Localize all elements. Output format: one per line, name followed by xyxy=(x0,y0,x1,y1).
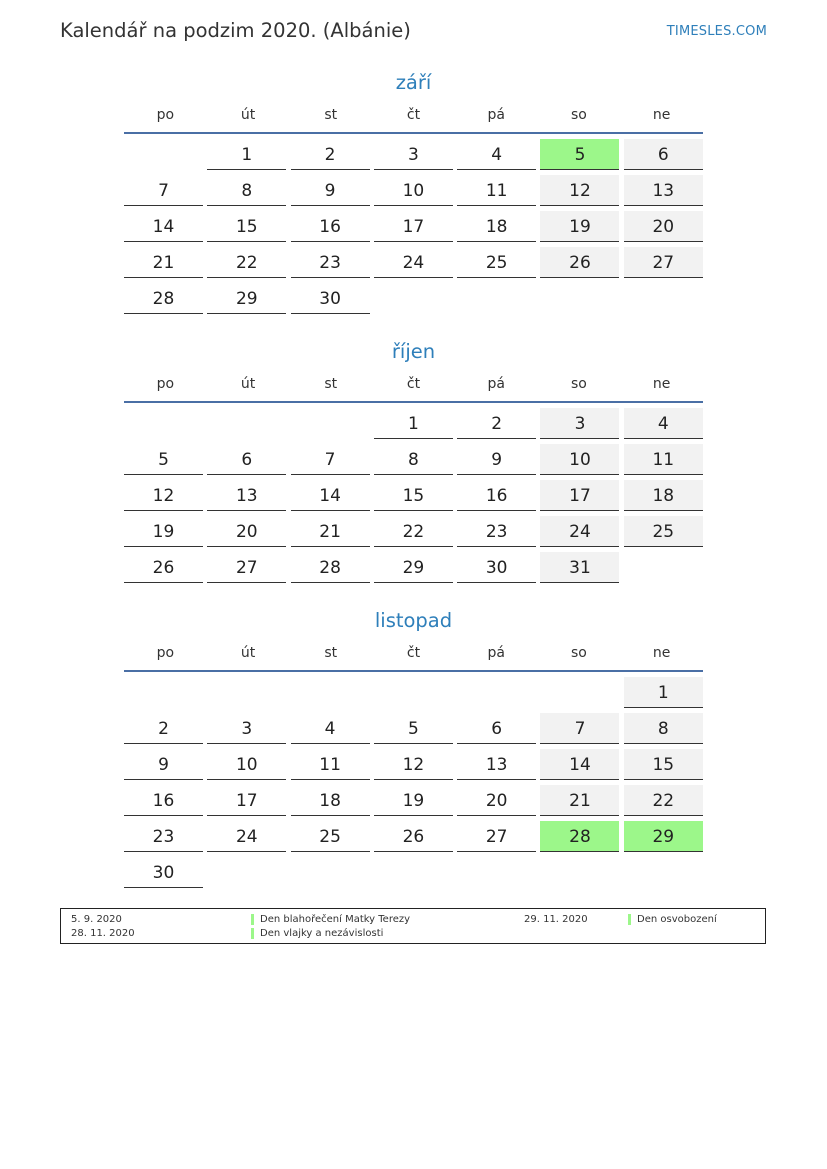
week-row xyxy=(124,552,703,588)
day-cell: 25 xyxy=(624,516,703,547)
day-cell: 30 xyxy=(124,857,203,888)
day-cell: 6 xyxy=(457,713,536,744)
header-rule xyxy=(124,401,703,403)
day-cell: 6 xyxy=(624,139,703,170)
empty-cell xyxy=(374,283,453,314)
empty-cell xyxy=(540,283,619,314)
day-cell: 27 xyxy=(624,247,703,278)
weekday-label: čt xyxy=(406,645,421,661)
day-cell: 1 xyxy=(207,139,286,170)
empty-cell xyxy=(540,677,619,708)
week-row xyxy=(124,516,703,552)
day-cell: 27 xyxy=(207,552,286,583)
weekday-label: út xyxy=(240,645,256,661)
empty-cell xyxy=(624,857,703,888)
weekday-label: pá xyxy=(487,107,505,123)
weekday-label: so xyxy=(571,107,587,123)
weekday-label: čt xyxy=(406,107,421,123)
day-cell: 26 xyxy=(540,247,619,278)
day-cell: 5 xyxy=(124,444,203,475)
day-cell: 15 xyxy=(374,480,453,511)
day-cell: 4 xyxy=(291,713,370,744)
empty-cell xyxy=(624,283,703,314)
legend-date: 5. 9. 2020 xyxy=(71,914,122,925)
day-cell: 7 xyxy=(124,175,203,206)
weekday-label: st xyxy=(324,645,338,661)
weekday-label: po xyxy=(156,376,175,392)
week-row xyxy=(124,713,703,749)
day-cell: 22 xyxy=(207,247,286,278)
day-cell: 31 xyxy=(540,552,619,583)
day-cell: 7 xyxy=(291,444,370,475)
weekday-header xyxy=(124,638,703,668)
week-row xyxy=(124,677,703,713)
day-cell: 28 xyxy=(291,552,370,583)
legend-date: 29. 11. 2020 xyxy=(524,914,588,925)
day-cell: 20 xyxy=(207,516,286,547)
week-row xyxy=(124,857,703,893)
day-cell: 11 xyxy=(457,175,536,206)
day-cell: 19 xyxy=(540,211,619,242)
day-cell: 13 xyxy=(624,175,703,206)
page-title: Kalendář na podzim 2020. (Albánie) xyxy=(60,19,411,42)
header-rule xyxy=(124,670,703,672)
day-cell: 24 xyxy=(207,821,286,852)
day-cell: 14 xyxy=(124,211,203,242)
day-cell: 17 xyxy=(207,785,286,816)
week-row xyxy=(124,283,703,319)
empty-cell xyxy=(291,857,370,888)
day-cell: 28 xyxy=(124,283,203,314)
day-cell: 9 xyxy=(457,444,536,475)
day-cell: 13 xyxy=(207,480,286,511)
empty-cell xyxy=(374,677,453,708)
weekday-label: ne xyxy=(652,645,671,661)
weekday-label: po xyxy=(156,107,175,123)
day-cell: 29 xyxy=(207,283,286,314)
empty-cell xyxy=(624,552,703,583)
legend-date: 28. 11. 2020 xyxy=(71,928,135,939)
month-name: listopad xyxy=(374,609,453,632)
week-row xyxy=(124,408,703,444)
day-cell: 17 xyxy=(540,480,619,511)
day-cell: 14 xyxy=(291,480,370,511)
day-cell: 24 xyxy=(540,516,619,547)
day-cell: 30 xyxy=(291,283,370,314)
day-cell: 23 xyxy=(124,821,203,852)
legend-holiday-name: Den blahořečení Matky Terezy xyxy=(260,914,411,925)
holiday-day-cell: 5 xyxy=(540,139,619,170)
holiday-day-cell: 29 xyxy=(624,821,703,852)
legend-holiday-name: Den osvobození xyxy=(637,914,717,925)
day-cell: 25 xyxy=(457,247,536,278)
day-cell: 8 xyxy=(207,175,286,206)
empty-cell xyxy=(540,857,619,888)
empty-cell xyxy=(207,857,286,888)
month-block xyxy=(124,606,703,893)
day-cell: 8 xyxy=(374,444,453,475)
day-cell: 10 xyxy=(540,444,619,475)
weekday-label: út xyxy=(240,107,256,123)
empty-cell xyxy=(124,139,203,170)
holiday-marker xyxy=(251,928,254,939)
day-cell: 11 xyxy=(624,444,703,475)
day-cell: 2 xyxy=(457,408,536,439)
week-row xyxy=(124,480,703,516)
weekday-label: st xyxy=(324,376,338,392)
week-row xyxy=(124,444,703,480)
holiday-day-cell: 28 xyxy=(540,821,619,852)
day-cell: 15 xyxy=(624,749,703,780)
day-cell: 25 xyxy=(291,821,370,852)
header-rule xyxy=(124,132,703,134)
empty-cell xyxy=(457,857,536,888)
weekday-label: ne xyxy=(652,107,671,123)
day-cell: 15 xyxy=(207,211,286,242)
week-row xyxy=(124,785,703,821)
empty-cell xyxy=(457,283,536,314)
weekday-label: pá xyxy=(487,376,505,392)
holiday-legend xyxy=(60,908,766,944)
day-cell: 14 xyxy=(540,749,619,780)
day-cell: 21 xyxy=(291,516,370,547)
day-cell: 11 xyxy=(291,749,370,780)
empty-cell xyxy=(457,677,536,708)
day-cell: 16 xyxy=(457,480,536,511)
day-cell: 3 xyxy=(374,139,453,170)
week-row xyxy=(124,749,703,785)
empty-cell xyxy=(124,408,203,439)
holiday-marker xyxy=(628,914,631,925)
weekday-header xyxy=(124,100,703,130)
day-cell: 17 xyxy=(374,211,453,242)
day-cell: 19 xyxy=(374,785,453,816)
day-cell: 12 xyxy=(374,749,453,780)
day-cell: 23 xyxy=(291,247,370,278)
day-cell: 13 xyxy=(457,749,536,780)
weekday-label: st xyxy=(324,107,338,123)
day-cell: 5 xyxy=(374,713,453,744)
weekday-label: pá xyxy=(487,645,505,661)
day-cell: 10 xyxy=(374,175,453,206)
week-row xyxy=(124,175,703,211)
weekday-label: ne xyxy=(652,376,671,392)
day-cell: 18 xyxy=(291,785,370,816)
holiday-marker xyxy=(251,914,254,925)
day-cell: 3 xyxy=(540,408,619,439)
weekday-label: po xyxy=(156,645,175,661)
day-cell: 16 xyxy=(124,785,203,816)
day-cell: 18 xyxy=(624,480,703,511)
day-cell: 19 xyxy=(124,516,203,547)
day-cell: 22 xyxy=(624,785,703,816)
empty-cell xyxy=(291,677,370,708)
day-cell: 4 xyxy=(624,408,703,439)
day-cell: 29 xyxy=(374,552,453,583)
day-cell: 21 xyxy=(540,785,619,816)
weekday-label: so xyxy=(571,376,587,392)
day-cell: 21 xyxy=(124,247,203,278)
week-row xyxy=(124,139,703,175)
weekday-label: so xyxy=(571,645,587,661)
legend-holiday-name: Den vlajky a nezávislosti xyxy=(260,928,384,939)
week-row xyxy=(124,211,703,247)
weekday-label: čt xyxy=(406,376,421,392)
month-name: říjen xyxy=(391,340,436,363)
empty-cell xyxy=(374,857,453,888)
day-cell: 26 xyxy=(374,821,453,852)
day-cell: 1 xyxy=(624,677,703,708)
empty-cell xyxy=(207,408,286,439)
day-cell: 24 xyxy=(374,247,453,278)
day-cell: 10 xyxy=(207,749,286,780)
month-block xyxy=(124,337,703,588)
day-cell: 30 xyxy=(457,552,536,583)
week-row xyxy=(124,821,703,857)
day-cell: 9 xyxy=(124,749,203,780)
day-cell: 1 xyxy=(374,408,453,439)
day-cell: 9 xyxy=(291,175,370,206)
day-cell: 3 xyxy=(207,713,286,744)
day-cell: 2 xyxy=(124,713,203,744)
day-cell: 6 xyxy=(207,444,286,475)
day-cell: 20 xyxy=(624,211,703,242)
day-cell: 12 xyxy=(124,480,203,511)
month-block xyxy=(124,68,703,319)
day-cell: 16 xyxy=(291,211,370,242)
day-cell: 8 xyxy=(624,713,703,744)
day-cell: 4 xyxy=(457,139,536,170)
empty-cell xyxy=(291,408,370,439)
empty-cell xyxy=(124,677,203,708)
day-cell: 27 xyxy=(457,821,536,852)
day-cell: 26 xyxy=(124,552,203,583)
day-cell: 18 xyxy=(457,211,536,242)
week-row xyxy=(124,247,703,283)
weekday-label: út xyxy=(240,376,256,392)
site-link[interactable]: TIMESLES.COM xyxy=(666,24,767,39)
day-cell: 20 xyxy=(457,785,536,816)
day-cell: 22 xyxy=(374,516,453,547)
empty-cell xyxy=(207,677,286,708)
day-cell: 23 xyxy=(457,516,536,547)
day-cell: 2 xyxy=(291,139,370,170)
weekday-header xyxy=(124,369,703,399)
day-cell: 12 xyxy=(540,175,619,206)
month-name: září xyxy=(395,71,432,94)
day-cell: 7 xyxy=(540,713,619,744)
